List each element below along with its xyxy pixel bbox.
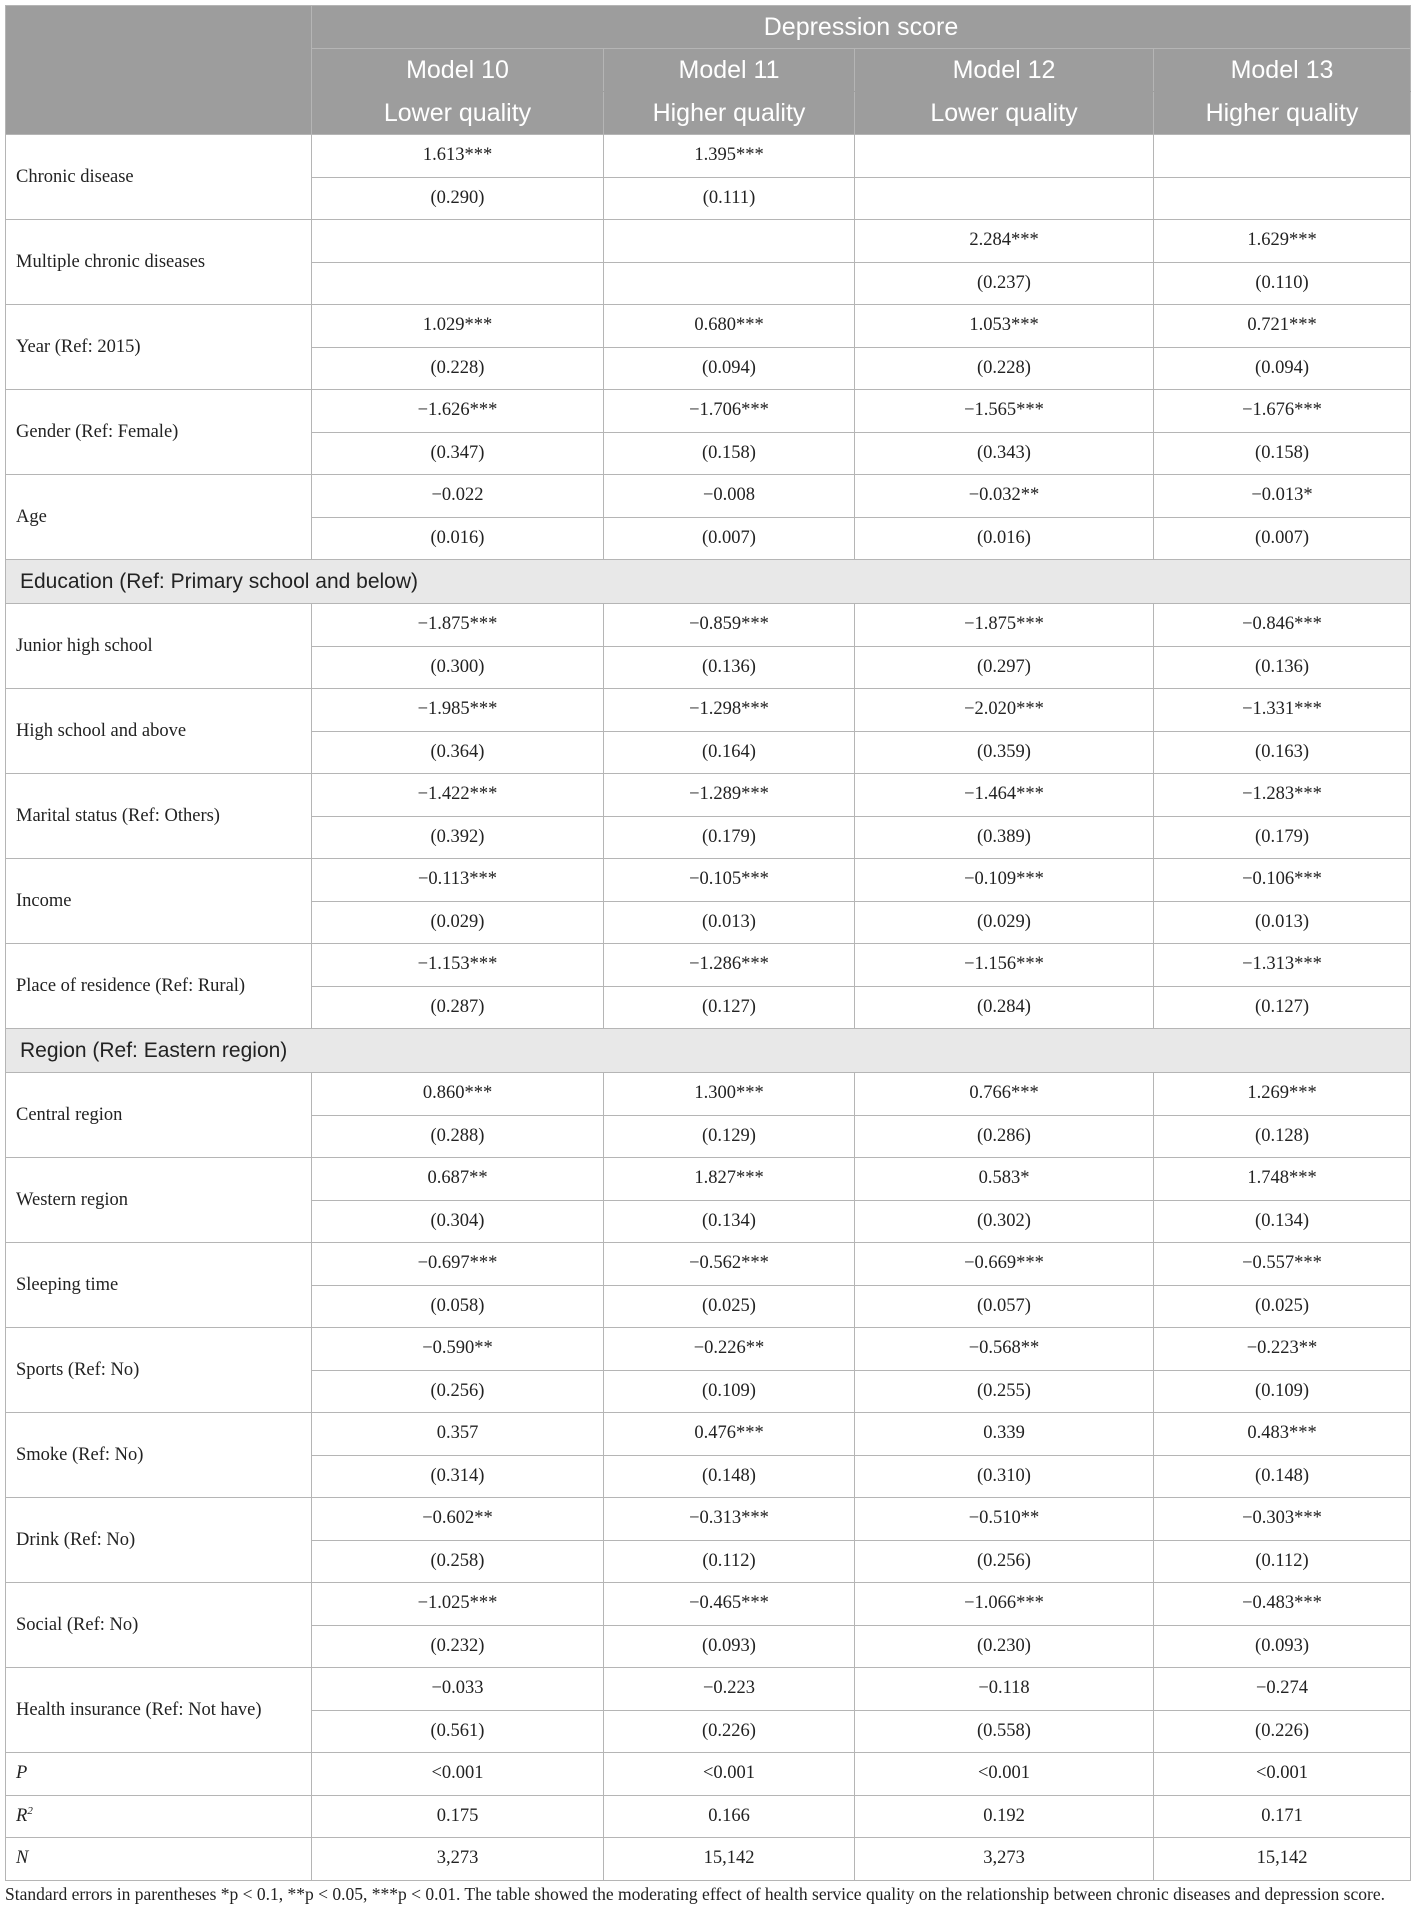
- coef-cell: [312, 220, 604, 263]
- se-cell: [855, 177, 1154, 220]
- se-cell: (0.226): [1154, 1710, 1411, 1753]
- row-label: High school and above: [6, 689, 312, 774]
- se-cell: (0.093): [604, 1625, 855, 1668]
- se-cell: (0.013): [1154, 901, 1411, 944]
- se-cell: (0.226): [604, 1710, 855, 1753]
- coef-cell: −1.676***: [1154, 390, 1411, 433]
- coef-cell: −0.510**: [855, 1498, 1154, 1541]
- se-cell: (0.179): [604, 816, 855, 859]
- table-row: [6, 1328, 1411, 1371]
- row-label: Sports (Ref: No): [6, 1328, 312, 1413]
- se-cell: (0.112): [1154, 1540, 1411, 1583]
- header-quality: Lower quality: [312, 92, 604, 135]
- coef-cell: −0.846***: [1154, 604, 1411, 647]
- table-header: [6, 6, 1411, 135]
- header-corner-cell: [6, 6, 312, 135]
- se-cell: (0.287): [312, 986, 604, 1029]
- se-cell: (0.094): [604, 347, 855, 390]
- coef-cell: 1.053***: [855, 305, 1154, 348]
- se-cell: (0.134): [604, 1200, 855, 1243]
- table-row: [6, 1413, 1411, 1456]
- table-footnote: Standard errors in parentheses *p < 0.1, **p < 0.05, ***p < 0.01. The table showed the moderating effect of health service quality on the relationship between chronic diseases and depression score.: [5, 1884, 1385, 1904]
- table-row: [6, 220, 1411, 263]
- coef-cell: 1.748***: [1154, 1158, 1411, 1201]
- table-row: [6, 135, 1411, 178]
- se-cell: (0.288): [312, 1115, 604, 1158]
- section-label-region: Region (Ref: Eastern region): [6, 1029, 1411, 1073]
- header-model: Model 11: [604, 49, 855, 92]
- se-cell: (0.230): [855, 1625, 1154, 1668]
- coef-cell: 0.766***: [855, 1073, 1154, 1116]
- table-row: [6, 1243, 1411, 1286]
- coef-cell: −2.020***: [855, 689, 1154, 732]
- se-cell: (0.016): [855, 517, 1154, 560]
- header-quality: Lower quality: [855, 92, 1154, 135]
- se-cell: (0.025): [1154, 1285, 1411, 1328]
- se-cell: (0.310): [855, 1455, 1154, 1498]
- se-cell: (0.134): [1154, 1200, 1411, 1243]
- se-cell: (0.058): [312, 1285, 604, 1328]
- se-cell: (0.057): [855, 1285, 1154, 1328]
- coef-cell: −0.223: [604, 1668, 855, 1711]
- stat-label: P: [6, 1753, 312, 1796]
- se-cell: (0.025): [604, 1285, 855, 1328]
- row-label: Drink (Ref: No): [6, 1498, 312, 1583]
- se-cell: (0.302): [855, 1200, 1154, 1243]
- coef-cell: −0.013*: [1154, 475, 1411, 518]
- coef-cell: −0.568**: [855, 1328, 1154, 1371]
- table-row: [6, 859, 1411, 902]
- se-cell: (0.392): [312, 816, 604, 859]
- se-cell: (0.013): [604, 901, 855, 944]
- coef-cell: −1.066***: [855, 1583, 1154, 1626]
- coef-cell: −0.483***: [1154, 1583, 1411, 1626]
- coef-cell: −1.289***: [604, 774, 855, 817]
- stat-cell: <0.001: [855, 1753, 1154, 1796]
- se-cell: (0.284): [855, 986, 1154, 1029]
- coef-cell: −1.025***: [312, 1583, 604, 1626]
- stat-cell: 3,273: [312, 1838, 604, 1881]
- table-row: [6, 305, 1411, 348]
- se-cell: (0.127): [604, 986, 855, 1029]
- regression-table: [5, 5, 1411, 1881]
- se-cell: (0.256): [855, 1540, 1154, 1583]
- coef-cell: −0.274: [1154, 1668, 1411, 1711]
- coef-cell: 1.269***: [1154, 1073, 1411, 1116]
- row-label: Chronic disease: [6, 135, 312, 220]
- row-label: Age: [6, 475, 312, 560]
- se-cell: (0.129): [604, 1115, 855, 1158]
- row-label: Social (Ref: No): [6, 1583, 312, 1668]
- coef-cell: −0.697***: [312, 1243, 604, 1286]
- se-cell: (0.112): [604, 1540, 855, 1583]
- coef-cell: −1.565***: [855, 390, 1154, 433]
- se-cell: (0.136): [604, 646, 855, 689]
- coef-cell: 1.827***: [604, 1158, 855, 1201]
- coef-cell: 2.284***: [855, 220, 1154, 263]
- se-cell: (0.093): [1154, 1625, 1411, 1668]
- coef-cell: −1.283***: [1154, 774, 1411, 817]
- coef-cell: −1.286***: [604, 944, 855, 987]
- se-cell: (0.029): [312, 901, 604, 944]
- table-body: [6, 135, 1411, 1881]
- coef-cell: −1.706***: [604, 390, 855, 433]
- coef-cell: 0.483***: [1154, 1413, 1411, 1456]
- stat-row-p: [6, 1753, 1411, 1796]
- se-cell: (0.228): [855, 347, 1154, 390]
- coef-cell: 0.860***: [312, 1073, 604, 1116]
- table-row: [6, 475, 1411, 518]
- coef-cell: −1.875***: [855, 604, 1154, 647]
- stat-cell: <0.001: [1154, 1753, 1411, 1796]
- stat-cell: 0.171: [1154, 1795, 1411, 1838]
- se-cell: (0.007): [1154, 517, 1411, 560]
- se-cell: (0.094): [1154, 347, 1411, 390]
- table-row: [6, 774, 1411, 817]
- se-cell: (0.179): [1154, 816, 1411, 859]
- se-cell: (0.343): [855, 432, 1154, 475]
- stat-cell: 0.192: [855, 1795, 1154, 1838]
- table-row: [6, 390, 1411, 433]
- coef-cell: −0.590**: [312, 1328, 604, 1371]
- stat-cell: <0.001: [312, 1753, 604, 1796]
- coef-cell: −0.033: [312, 1668, 604, 1711]
- coef-cell: −0.118: [855, 1668, 1154, 1711]
- coef-cell: −0.602**: [312, 1498, 604, 1541]
- se-cell: (0.228): [312, 347, 604, 390]
- coef-cell: −0.303***: [1154, 1498, 1411, 1541]
- row-label: Sleeping time: [6, 1243, 312, 1328]
- coef-cell: −1.464***: [855, 774, 1154, 817]
- coef-cell: −0.032**: [855, 475, 1154, 518]
- se-cell: (0.163): [1154, 731, 1411, 774]
- coef-cell: −1.298***: [604, 689, 855, 732]
- se-cell: (0.136): [1154, 646, 1411, 689]
- se-cell: (0.286): [855, 1115, 1154, 1158]
- coef-cell: 0.339: [855, 1413, 1154, 1456]
- se-cell: (0.290): [312, 177, 604, 220]
- coef-cell: −1.153***: [312, 944, 604, 987]
- coef-cell: −0.109***: [855, 859, 1154, 902]
- coef-cell: −1.422***: [312, 774, 604, 817]
- row-label: Marital status (Ref: Others): [6, 774, 312, 859]
- se-cell: (0.347): [312, 432, 604, 475]
- se-cell: (0.158): [604, 432, 855, 475]
- stat-cell: <0.001: [604, 1753, 855, 1796]
- coef-cell: −0.113***: [312, 859, 604, 902]
- se-cell: (0.255): [855, 1370, 1154, 1413]
- se-cell: (0.300): [312, 646, 604, 689]
- table-row: [6, 1668, 1411, 1711]
- se-cell: (0.258): [312, 1540, 604, 1583]
- coef-cell: −1.875***: [312, 604, 604, 647]
- table-row: [6, 1073, 1411, 1116]
- coef-cell: −0.106***: [1154, 859, 1411, 902]
- row-label: Multiple chronic diseases: [6, 220, 312, 305]
- table-row: [6, 1583, 1411, 1626]
- coef-cell: [1154, 135, 1411, 178]
- se-cell: (0.314): [312, 1455, 604, 1498]
- se-cell: (0.016): [312, 517, 604, 560]
- stat-label: R: [16, 1805, 28, 1826]
- coef-cell: −0.859***: [604, 604, 855, 647]
- se-cell: (0.128): [1154, 1115, 1411, 1158]
- coef-cell: 1.300***: [604, 1073, 855, 1116]
- se-cell: [604, 262, 855, 305]
- stat-label-r2: [6, 1795, 312, 1838]
- row-label: Income: [6, 859, 312, 944]
- regression-table-container: [5, 5, 1410, 1881]
- coef-cell: −0.669***: [855, 1243, 1154, 1286]
- se-cell: (0.297): [855, 646, 1154, 689]
- row-label: Central region: [6, 1073, 312, 1158]
- header-model: Model 10: [312, 49, 604, 92]
- se-cell: (0.304): [312, 1200, 604, 1243]
- coef-cell: −1.156***: [855, 944, 1154, 987]
- stat-cell: 0.175: [312, 1795, 604, 1838]
- se-cell: (0.148): [604, 1455, 855, 1498]
- coef-cell: [855, 135, 1154, 178]
- row-label: Western region: [6, 1158, 312, 1243]
- coef-cell: [604, 220, 855, 263]
- coef-cell: −0.105***: [604, 859, 855, 902]
- stat-label-superscript: 2: [27, 1804, 33, 1817]
- section-row: [6, 560, 1411, 604]
- coef-cell: −1.985***: [312, 689, 604, 732]
- coef-cell: −1.331***: [1154, 689, 1411, 732]
- se-cell: [1154, 177, 1411, 220]
- se-cell: (0.029): [855, 901, 1154, 944]
- se-cell: (0.148): [1154, 1455, 1411, 1498]
- coef-cell: −0.557***: [1154, 1243, 1411, 1286]
- stat-cell: 0.166: [604, 1795, 855, 1838]
- coef-cell: 1.395***: [604, 135, 855, 178]
- row-label: Health insurance (Ref: Not have): [6, 1668, 312, 1753]
- coef-cell: −1.313***: [1154, 944, 1411, 987]
- coef-cell: 0.476***: [604, 1413, 855, 1456]
- stat-row-r2: [6, 1795, 1411, 1838]
- table-row: [6, 689, 1411, 732]
- table-row: [6, 604, 1411, 647]
- row-label: Place of residence (Ref: Rural): [6, 944, 312, 1029]
- coef-cell: 0.721***: [1154, 305, 1411, 348]
- se-cell: (0.110): [1154, 262, 1411, 305]
- coef-cell: 1.029***: [312, 305, 604, 348]
- coef-cell: −0.226**: [604, 1328, 855, 1371]
- se-cell: (0.389): [855, 816, 1154, 859]
- se-cell: (0.111): [604, 177, 855, 220]
- se-cell: (0.232): [312, 1625, 604, 1668]
- header-group-label: Depression score: [312, 6, 1411, 49]
- se-cell: (0.007): [604, 517, 855, 560]
- stat-cell: 3,273: [855, 1838, 1154, 1881]
- table-row: [6, 944, 1411, 987]
- header-model: Model 13: [1154, 49, 1411, 92]
- coef-cell: 1.629***: [1154, 220, 1411, 263]
- se-cell: (0.558): [855, 1710, 1154, 1753]
- se-cell: (0.561): [312, 1710, 604, 1753]
- se-cell: (0.164): [604, 731, 855, 774]
- row-label: Year (Ref: 2015): [6, 305, 312, 390]
- se-cell: (0.109): [604, 1370, 855, 1413]
- coef-cell: −0.223**: [1154, 1328, 1411, 1371]
- se-cell: (0.256): [312, 1370, 604, 1413]
- stat-label: N: [6, 1838, 312, 1881]
- coef-cell: −0.465***: [604, 1583, 855, 1626]
- coef-cell: −0.313***: [604, 1498, 855, 1541]
- section-row: [6, 1029, 1411, 1073]
- coef-cell: 1.613***: [312, 135, 604, 178]
- se-cell: (0.359): [855, 731, 1154, 774]
- se-cell: (0.127): [1154, 986, 1411, 1029]
- section-label-education: Education (Ref: Primary school and below): [6, 560, 1411, 604]
- se-cell: [312, 262, 604, 305]
- se-cell: (0.237): [855, 262, 1154, 305]
- stat-cell: 15,142: [1154, 1838, 1411, 1881]
- coef-cell: 0.583*: [855, 1158, 1154, 1201]
- coef-cell: 0.680***: [604, 305, 855, 348]
- row-label: Smoke (Ref: No): [6, 1413, 312, 1498]
- row-label: Junior high school: [6, 604, 312, 689]
- row-label: Gender (Ref: Female): [6, 390, 312, 475]
- se-cell: (0.158): [1154, 432, 1411, 475]
- coef-cell: −0.562***: [604, 1243, 855, 1286]
- stat-row-n: [6, 1838, 1411, 1881]
- coef-cell: −0.022: [312, 475, 604, 518]
- table-row: [6, 1498, 1411, 1541]
- table-row: [6, 1158, 1411, 1201]
- coef-cell: 0.357: [312, 1413, 604, 1456]
- header-quality: Higher quality: [604, 92, 855, 135]
- coef-cell: −1.626***: [312, 390, 604, 433]
- stat-cell: 15,142: [604, 1838, 855, 1881]
- se-cell: (0.364): [312, 731, 604, 774]
- header-model: Model 12: [855, 49, 1154, 92]
- coef-cell: −0.008: [604, 475, 855, 518]
- coef-cell: 0.687**: [312, 1158, 604, 1201]
- header-quality: Higher quality: [1154, 92, 1411, 135]
- se-cell: (0.109): [1154, 1370, 1411, 1413]
